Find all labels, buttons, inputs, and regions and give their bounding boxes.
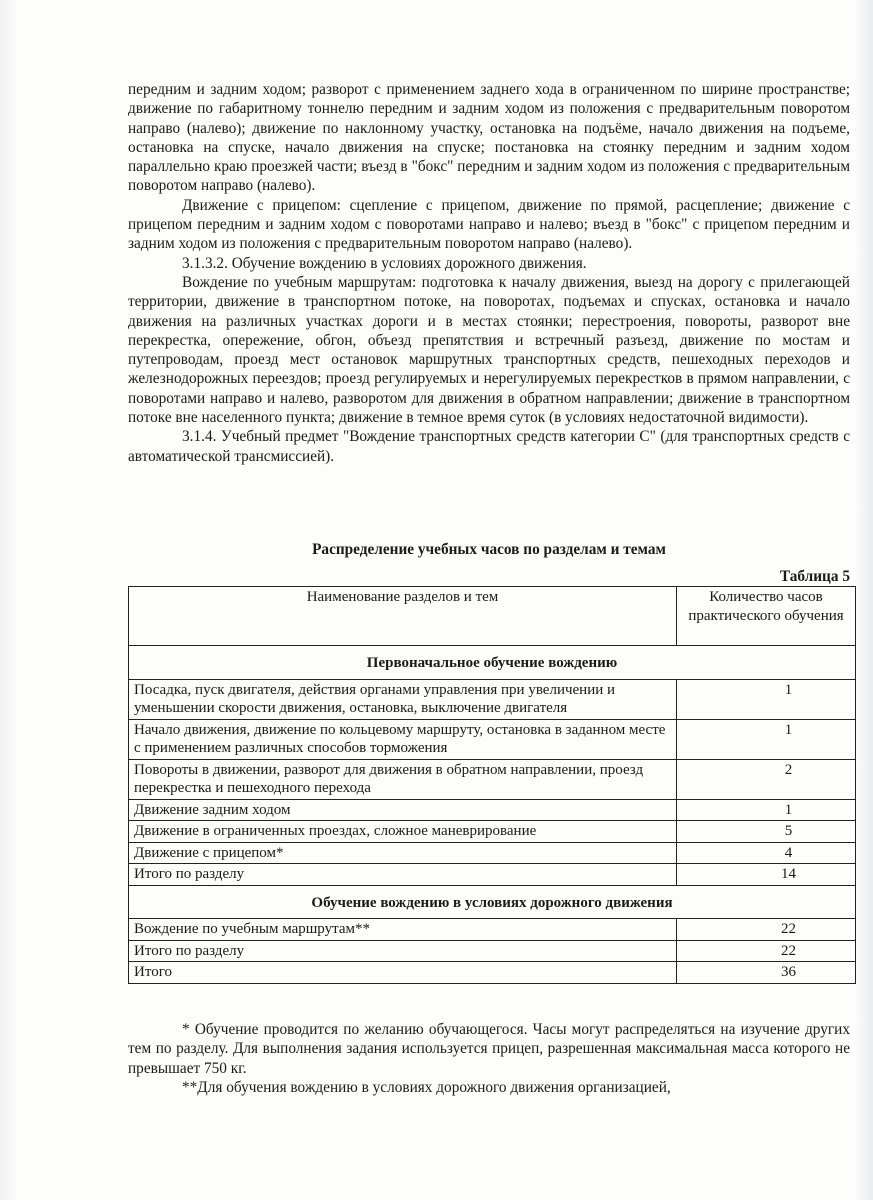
body-text [128,80,850,466]
table-row [129,919,856,941]
row-name: Итого по разделу [129,864,677,886]
row-name: Вождение по учебным маршрутам** [129,919,677,941]
hours-table [128,586,856,984]
section-heading: Первоначальное обучение вождению [129,646,856,680]
row-name: Движение задним ходом [129,799,677,821]
paragraph: передним и задним ходом; разворот с применением заднего хода в ограниченном по ширине пространстве; движение по габаритному тоннелю передним и задним ходом из положения с предварительным поворотом направо (налево); движение по наклонному участку, остановка на подъёме, начало движения на подъеме, остановка на спуске, начало движения на спуске; постановка на стоянку передним и задним ходом параллельно краю проезжей части; въезд в "бокс" передним и задним ходом из положения с предварительным поворотом направо (налево). [128,81,850,195]
row-name: Движение с прицепом* [129,842,677,864]
header-hours: Количество часов практического обучения [677,587,856,646]
header-name: Наименование разделов и тем [129,587,677,646]
section-heading: 3.1.3.2. Обучение вождению в условиях дорожного движения. [182,254,587,272]
footnote: **Для обучения вождению в условиях дорожного движения организацией, [182,1078,671,1096]
footnotes [128,1020,850,1097]
row-hours: 4 [677,842,856,864]
row-hours: 22 [677,940,856,962]
paragraph: Движение с прицепом: сцепление с прицепом, движение по прямой, расцепление; движение с прицепом передним и задним ходом с поворотами направо и налево; въезд в "бокс" с прицепом передним и задним ходом из положения с предварительным поворотом направо (налево). [128,196,850,253]
section-row [129,885,856,919]
table-number: Таблица 5 [779,568,850,585]
row-name: Итого [129,962,677,984]
row-hours: 2 [677,759,856,799]
row-name: Итого по разделу [129,940,677,962]
subtotal-row [129,864,856,886]
table-title: Распределение учебных часов по разделам и темам [312,541,666,558]
paragraph: Вождение по учебным маршрутам: подготовка к началу движения, выезд на дорогу с прилегающей территории, движение в транспортном потоке, на поворотах, подъемах и спусках, остановка и начало движения на различных участках дороги и в местах стоянки; перестроения, повороты, разворот вне перекрестка, опережение, обгон, объезд препятствия и встречный разъезд, движение по мостам и путепроводам, проезд мест остановок маршрутных транспортных средств, пешеходных переходов и железнодорожных переездов; проезд регулируемых и нерегулируемых перекрестков в прямом направлении, с поворотами направо и налево, разворотом для движения в обратном направлении; движение в транспортном потоке вне населенного пункта; движение в темное время суток (в условиях недостаточной видимости). [128,273,850,427]
table-row [129,719,856,759]
row-hours: 1 [677,679,856,719]
table-row [129,679,856,719]
table-row [129,821,856,843]
section-row [129,646,856,680]
table-header-row [129,587,856,646]
subtotal-row [129,940,856,962]
table-row [129,799,856,821]
table-row [129,842,856,864]
row-hours: 1 [677,799,856,821]
row-name: Движение в ограниченных проездах, сложное маневрирование [129,821,677,843]
row-hours: 5 [677,821,856,843]
row-hours: 36 [677,962,856,984]
section-heading: 3.1.4. Учебный предмет "Вождение транспортных средств категории C" (для транспортных средств с автоматической трансмиссией). [128,428,850,465]
row-hours: 1 [677,719,856,759]
footnote: * Обучение проводится по желанию обучающегося. Часы могут распределяться на изучение других тем по разделу. Для выполнения задания используется прицеп, разрешенная максимальная масса которого не превышает 750 кг. [128,1021,850,1077]
total-row [129,962,856,984]
row-name: Повороты в движении, разворот для движения в обратном направлении, проезд перекрестка и пешеходного перехода [129,759,677,799]
section-heading: Обучение вождению в условиях дорожного движения [129,885,856,919]
row-hours: 22 [677,919,856,941]
row-name: Начало движения, движение по кольцевому маршруту, остановка в заданном месте с применением различных способов торможения [129,719,677,759]
row-name: Посадка, пуск двигателя, действия органами управления при увеличении и уменьшении скорости движения, остановка, выключение двигателя [129,679,677,719]
table-row [129,759,856,799]
row-hours: 14 [677,864,856,886]
